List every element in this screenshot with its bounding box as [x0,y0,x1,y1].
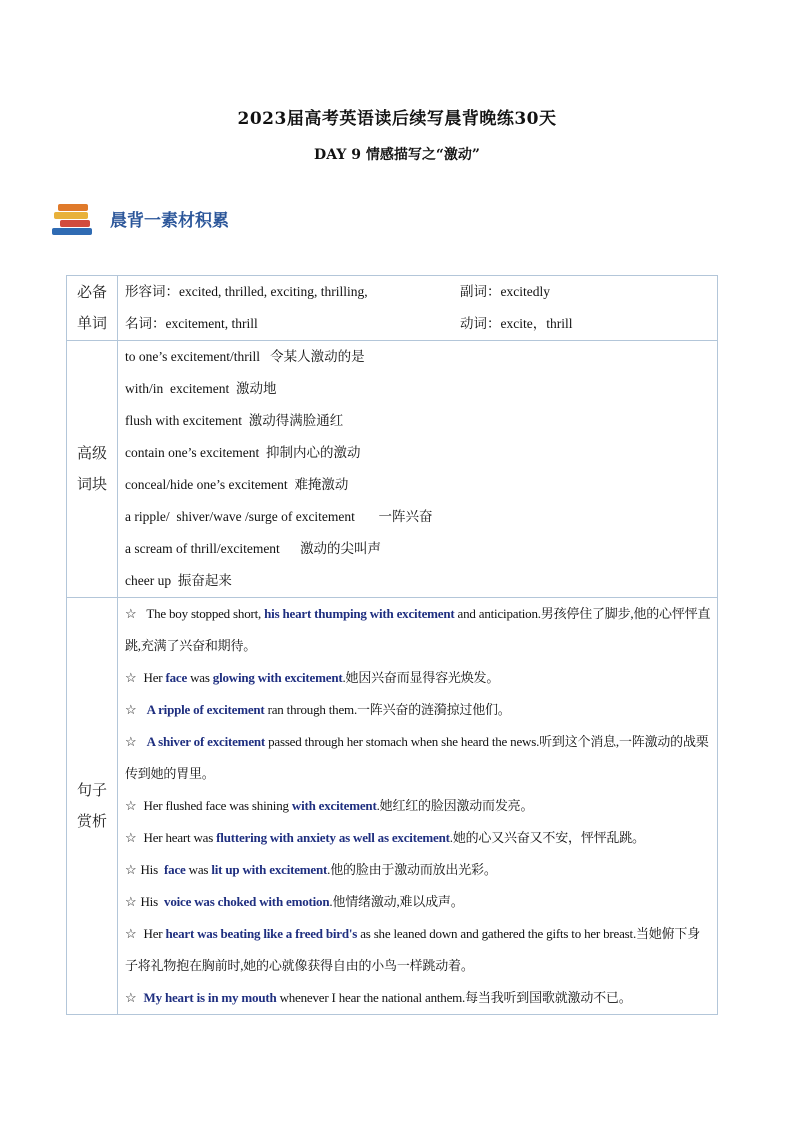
vocab-content [118,276,718,341]
highlighted-phrase: A ripple of excitement [146,702,265,717]
star-icon: ☆ [125,734,137,749]
word-list: excitement, thrill [165,316,258,331]
highlighted-phrase: A shiver of excitement [146,734,266,749]
sentences-row [67,598,718,1015]
phrase-chinese: 难掩激动 [294,477,349,492]
phrase-english: with/in excitement [125,381,230,396]
word-type-label: 形容词： [125,284,179,299]
phrase-gap [280,541,300,556]
phrase-chinese: 激动地 [235,381,277,396]
sentence-item [125,918,717,982]
phrases-header-line: 高级 [76,444,107,462]
sentence-text: Her flushed face was shining [140,798,292,813]
sentences-content [118,598,718,1015]
star-icon: ☆ [125,862,137,877]
highlighted-phrase: heart was beating like a freed bird's [165,926,358,941]
word-type-label: 副词： [460,284,501,299]
phrase-gap [242,413,249,428]
phrases-header [67,341,118,598]
star-icon: ☆ [125,990,137,1005]
phrase-item [125,341,717,373]
phrase-chinese: 一阵兴奋 [378,509,433,524]
sentence-text: The boy stopped short, [140,606,265,621]
phrase-gap [260,349,270,364]
phrase-english: conceal/hide one’s excitement [125,477,288,492]
phrase-gap [171,573,178,588]
star-icon: ☆ [125,798,137,813]
books-icon [52,202,96,234]
sentence-item [125,598,717,662]
sentence-item [125,726,717,790]
highlighted-phrase: face [164,862,186,877]
highlighted-phrase: voice was choked with emotion [164,894,330,909]
phrase-gap [229,381,236,396]
highlighted-phrase: lit up with excitement [211,862,328,877]
sentence-item [125,886,717,918]
word-type-label: 名词： [125,316,166,331]
vocab-line [125,276,717,308]
phrase-english: to one’s excitement/thrill [125,349,260,364]
material-table [66,275,718,1015]
phrase-item [125,405,717,437]
highlighted-phrase: My heart is in my mouth [143,990,277,1005]
sentence-text: Her [140,670,166,685]
sentence-text: Her heart was [140,830,217,845]
sentence-item [125,790,717,822]
star-icon: ☆ [125,606,137,621]
sentences-header-line: 赏析 [76,812,107,830]
vocab-header-line: 单词 [76,314,107,332]
phrase-chinese: 振奋起来 [177,573,232,588]
sentence-text: whenever I hear the national anthem.每当我听到国歌就激动不已。 [276,990,632,1005]
word-list: excitedly [500,284,550,299]
sentence-text: was [187,670,213,685]
word-list: excited, thrilled, exciting, thrilling, [179,284,368,299]
section-header [52,200,229,236]
sentence-text: .她的心又兴奋又不安，怦怦乱跳。 [449,830,645,845]
highlighted-phrase: fluttering with anxiety as well as excitement [216,830,450,845]
sentence-text: and anticipation.男孩停住了脚步,他的心怦怦直跳,充满了兴奋和期待。 [125,606,711,653]
phrase-chinese: 激动得满脸通红 [248,413,344,428]
phrase-english: contain one’s excitement [125,445,260,460]
phrase-item [125,373,717,405]
section-label: 晨背一素材积累 [110,210,229,231]
phrase-english: cheer up [125,573,172,588]
phrases-header-line: 词块 [76,475,107,493]
star-icon: ☆ [125,702,137,717]
highlighted-phrase: with excitement [291,798,377,813]
phrase-chinese: 激动的尖叫声 [300,541,382,556]
sentence-item [125,694,717,726]
star-icon: ☆ [125,670,137,685]
sentence-text: ran through them.一阵兴奋的涟漪掠过他们。 [264,702,511,717]
phrase-item [125,501,717,533]
phrases-row [67,341,718,598]
sentence-text: His [140,862,165,877]
page-title: 2023届高考英语读后续写晨背晚练30天 [237,109,557,129]
vocab-header [67,276,118,341]
phrase-english: a scream of thrill/excitement [125,541,280,556]
sentence-text: .他情绪激动,难以成声。 [329,894,464,909]
sentence-text: His [140,894,165,909]
word-list: excite，thrill [500,316,573,331]
phrase-item [125,469,717,501]
phrase-gap [259,445,266,460]
star-icon: ☆ [125,830,137,845]
highlighted-phrase: his heart thumping with excitement [264,606,455,621]
phrase-chinese: 抑制内心的激动 [265,445,361,460]
phrase-item [125,533,717,565]
word-type-label: 动词： [460,316,501,331]
sentence-text: Her [140,926,166,941]
highlighted-phrase: glowing with excitement [212,670,343,685]
sentence-item [125,822,717,854]
phrases-content [118,341,718,598]
sentence-text: was [185,862,212,877]
sentence-item [125,662,717,694]
phrase-chinese: 令某人激动的是 [270,349,365,364]
vocab-row [67,276,718,341]
phrase-gap [355,509,379,524]
vocab-line [125,308,717,340]
phrase-item [125,565,717,597]
phrase-english: a ripple/ shiver/wave /surge of excitement [125,509,355,524]
page-subtitle: DAY 9 情感描写之“激动” [314,147,480,163]
highlighted-phrase: face [165,670,188,685]
sentence-item [125,854,717,886]
star-icon: ☆ [125,894,137,909]
vocab-header-line: 必备 [76,283,107,301]
sentence-item [125,982,717,1014]
sentence-text: .她红红的脸因激动而发亮。 [376,798,534,813]
sentence-text: passed through her stomach when she heard the news.听到这个消息,一阵激动的战栗传到她的胃里。 [125,734,709,781]
phrase-item [125,437,717,469]
sentences-header [67,598,118,1015]
sentences-header-line: 句子 [76,781,107,799]
sentence-text: as she leaned down and gathered the gifts to her breast.当她俯下身子将礼物抱在胸前时,她的心就像获得自由的小鸟一样跳动着。 [125,926,701,973]
sentence-text: .他的脸由于激动而放出光彩。 [327,862,497,877]
star-icon: ☆ [125,926,137,941]
phrase-english: flush with excitement [125,413,242,428]
sentence-text: .她因兴奋而显得容光焕发。 [342,670,500,685]
